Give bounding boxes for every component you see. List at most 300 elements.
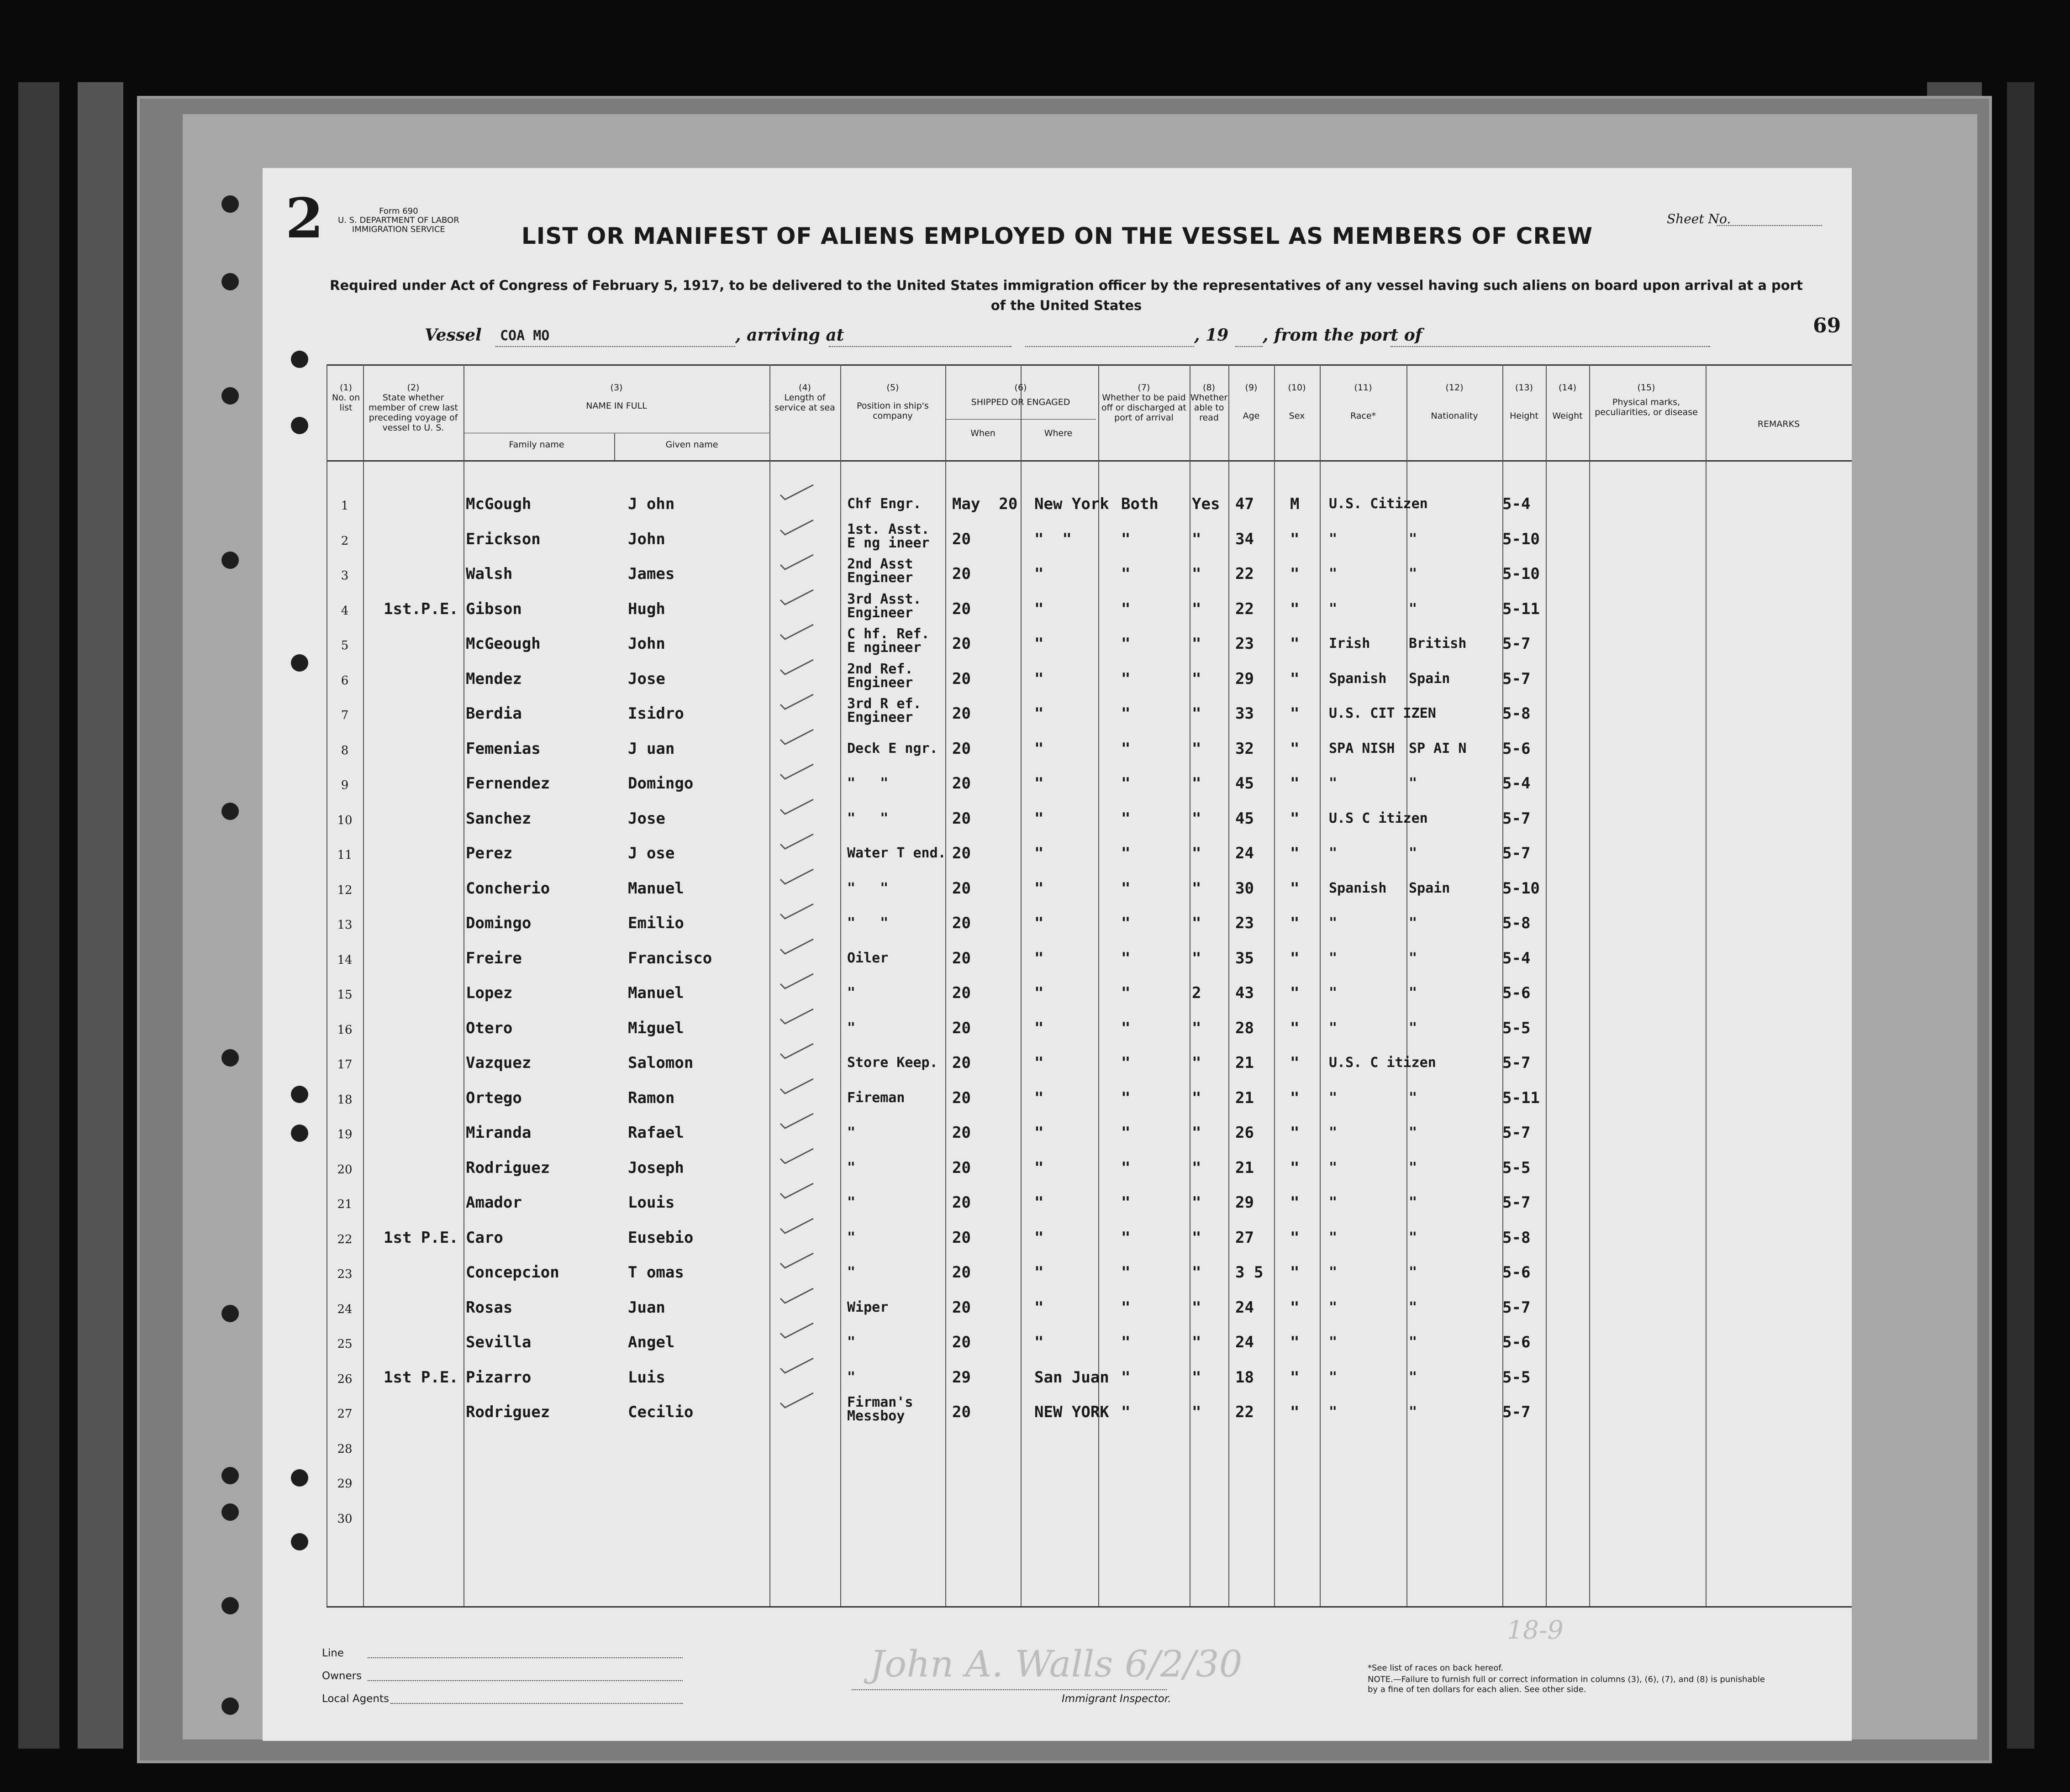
cell-pos: Store Keep. xyxy=(847,1055,938,1071)
col-nationality-header xyxy=(1406,383,1502,421)
cell-read: " xyxy=(1192,599,1201,618)
check-mark xyxy=(779,902,815,920)
cell-given: Luis xyxy=(628,1368,665,1387)
row-number: 22 xyxy=(337,1232,353,1246)
row-number: 2 xyxy=(341,534,349,548)
cell-race: " xyxy=(1329,1404,1338,1420)
cell-read: " xyxy=(1192,1228,1201,1247)
col-where-header: Where xyxy=(1044,428,1073,438)
page-reference: 69 xyxy=(1813,314,1841,337)
vessel-field-line xyxy=(495,346,735,347)
cell-read: " xyxy=(1192,1158,1201,1177)
cell-read: " xyxy=(1192,949,1201,967)
check-mark xyxy=(779,1356,815,1375)
cell-height: 5-11 xyxy=(1502,599,1540,618)
col-race-header xyxy=(1320,383,1406,421)
cell-given: Miguel xyxy=(628,1019,684,1037)
local-agents-label: Local Agents xyxy=(322,1693,389,1705)
cell-given: Isidro xyxy=(628,704,684,723)
cell-where: " xyxy=(1034,774,1044,793)
cell-nat: " xyxy=(1409,1194,1417,1210)
cell-where: " xyxy=(1034,1088,1044,1107)
cell-read: " xyxy=(1192,1193,1201,1212)
from-port-label: , from the port of xyxy=(1263,326,1422,345)
col-number: (3) xyxy=(610,383,623,393)
check-mark xyxy=(779,553,815,571)
cell-paid: " xyxy=(1121,1228,1131,1247)
line-label: Line xyxy=(322,1647,344,1659)
cell-height: 5-7 xyxy=(1502,635,1531,653)
cell-nat: " xyxy=(1409,950,1417,966)
cell-race: " xyxy=(1329,1369,1338,1385)
cell-family: Femenias xyxy=(466,739,541,758)
cell-read: " xyxy=(1192,530,1201,548)
cell-race: " xyxy=(1329,950,1338,966)
cell-family: Caro xyxy=(466,1228,503,1247)
local-agents-field xyxy=(390,1703,683,1704)
cell-race: " xyxy=(1329,531,1338,547)
cell-pos: " xyxy=(847,1334,856,1350)
cell-pos: " xyxy=(847,985,856,1001)
check-mark xyxy=(779,623,815,641)
check-mark xyxy=(779,1077,815,1095)
col-shipped-header xyxy=(945,383,1096,407)
cell-when: 20 xyxy=(952,1088,971,1107)
subheader-rule xyxy=(945,419,1096,420)
cell-read: " xyxy=(1192,844,1201,862)
col-number: (11) xyxy=(1354,383,1372,393)
form-line: U. S. DEPARTMENT OF LABOR xyxy=(338,215,459,225)
cell-paid: " xyxy=(1121,1298,1131,1317)
cell-race: " xyxy=(1329,1019,1338,1036)
cell-race: " xyxy=(1329,1194,1338,1210)
col-number: (1) xyxy=(340,383,352,393)
cell-read: " xyxy=(1192,739,1201,758)
cell-family: Rodriguez xyxy=(466,1403,550,1421)
cell-sex: " xyxy=(1290,1019,1300,1037)
cell-age: 29 xyxy=(1235,1193,1254,1212)
cell-sex: " xyxy=(1290,809,1300,828)
cell-when: 20 xyxy=(952,704,971,723)
cell-nat: " xyxy=(1409,1159,1417,1176)
check-mark xyxy=(779,867,815,886)
cell-race: " xyxy=(1329,1299,1338,1315)
row-number: 13 xyxy=(337,918,353,932)
cell-when: May 20 xyxy=(952,495,1018,513)
cell-nat: " xyxy=(1409,600,1417,617)
cell-given: Salomon xyxy=(628,1054,694,1072)
check-mark xyxy=(779,1147,815,1165)
check-mark xyxy=(779,1251,815,1270)
cell-paid: " xyxy=(1121,565,1131,583)
row-number: 29 xyxy=(337,1477,353,1491)
cell-paid: " xyxy=(1121,599,1131,618)
cell-when: 20 xyxy=(952,949,971,967)
col-number: (8) xyxy=(1203,383,1215,393)
cell-sex: " xyxy=(1290,1193,1300,1212)
cell-age: 45 xyxy=(1235,809,1254,828)
cell-age: 43 xyxy=(1235,984,1254,1002)
col-number: (9) xyxy=(1245,383,1258,393)
cell-race: SPA NISH xyxy=(1329,740,1395,757)
cell-nat: " xyxy=(1409,1089,1417,1106)
cell-when: 20 xyxy=(952,844,971,862)
cell-height: 5-7 xyxy=(1502,1193,1531,1212)
punch-hole xyxy=(291,417,308,434)
cell-sex: " xyxy=(1290,879,1300,898)
cell-sex: " xyxy=(1290,1263,1300,1282)
cell-paid: " xyxy=(1121,739,1131,758)
cell-age: 29 xyxy=(1235,669,1254,688)
cell-pos: " xyxy=(847,1264,856,1280)
cell-when: 20 xyxy=(952,1333,971,1351)
cell-height: 5-6 xyxy=(1502,1263,1531,1282)
cell-given: Eusebio xyxy=(628,1228,694,1247)
col-age-header xyxy=(1228,383,1274,421)
cell-pos: " xyxy=(847,1159,856,1176)
cell-where: " xyxy=(1034,1019,1044,1037)
cell-read: " xyxy=(1192,1333,1201,1351)
cell-paid: " xyxy=(1121,530,1131,548)
manifest-sheet xyxy=(263,168,1852,1741)
col-label: Physical marks, peculiarities, or disease xyxy=(1595,397,1698,417)
cell-race: " xyxy=(1329,1229,1338,1245)
cell-where: " xyxy=(1034,1193,1044,1212)
cell-sex: " xyxy=(1290,1124,1300,1142)
cell-when: 20 xyxy=(952,1019,971,1037)
cell-pos: 3rd R ef. Engineer xyxy=(847,696,922,725)
cell-family: Concherio xyxy=(466,879,550,898)
cell-when: 20 xyxy=(952,669,971,688)
cell-pos: " " xyxy=(847,810,889,826)
cell-given: Hugh xyxy=(628,599,665,618)
cell-family: Rodriguez xyxy=(466,1158,550,1177)
cell-read: " xyxy=(1192,565,1201,583)
pencil-note: 18-9 xyxy=(1507,1615,1564,1645)
cell-read: " xyxy=(1192,704,1201,723)
cell-age: 45 xyxy=(1235,774,1254,793)
cell-height: 5-11 xyxy=(1502,1088,1540,1107)
cell-height: 5-7 xyxy=(1502,1403,1531,1421)
cell-paid: " xyxy=(1121,879,1131,898)
col-no-header xyxy=(329,383,363,413)
cell-family: Sevilla xyxy=(466,1333,532,1351)
cell-when: 20 xyxy=(952,739,971,758)
cell-family: Freire xyxy=(466,949,522,967)
cell-family: Walsh xyxy=(466,565,513,583)
cell-age: 3 5 xyxy=(1235,1263,1264,1282)
punch-hole xyxy=(221,552,239,569)
col-length-service-header xyxy=(769,383,840,413)
punch-hole xyxy=(221,1467,239,1484)
cell-sex: " xyxy=(1290,704,1300,723)
cell-race: Spanish xyxy=(1329,670,1387,687)
cell-race: " xyxy=(1329,566,1338,582)
check-mark xyxy=(779,658,815,676)
cell-family: Amador xyxy=(466,1193,522,1212)
check-mark xyxy=(779,1007,815,1025)
line-field xyxy=(368,1657,683,1658)
col-label: Position in ship's company xyxy=(857,401,929,421)
cell-family: McGeough xyxy=(466,635,541,653)
cell-sex: M xyxy=(1290,495,1300,513)
cell-race: " xyxy=(1329,1089,1338,1106)
cell-given: Louis xyxy=(628,1193,675,1212)
cell-given: Cecilio xyxy=(628,1403,694,1421)
cell-sex: " xyxy=(1290,774,1300,793)
cell-when: 20 xyxy=(952,984,971,1002)
cell-paid: " xyxy=(1121,1333,1131,1351)
col-paid-off-header xyxy=(1098,383,1190,423)
cell-given: Ramon xyxy=(628,1088,675,1107)
cell-height: 5-6 xyxy=(1502,984,1531,1002)
vessel-label: Vessel xyxy=(425,326,482,345)
cell-height: 5-8 xyxy=(1502,1228,1531,1247)
col-number: (15) xyxy=(1637,383,1655,393)
row-number: 30 xyxy=(337,1512,353,1526)
cell-given: John xyxy=(628,635,665,653)
cell-given: Joseph xyxy=(628,1158,684,1177)
col-label: Height xyxy=(1510,411,1538,421)
row-number: 9 xyxy=(341,778,349,792)
cell-age: 24 xyxy=(1235,1298,1254,1317)
cell-where: " xyxy=(1034,704,1044,723)
cell-race: " xyxy=(1329,985,1338,1001)
col-label: No. on list xyxy=(332,393,360,413)
cell-where: " xyxy=(1034,1298,1044,1317)
cell-height: 5-4 xyxy=(1502,949,1531,967)
cell-height: 5-5 xyxy=(1502,1158,1531,1177)
cell-given: J ohn xyxy=(628,495,675,513)
cell-race: " xyxy=(1329,775,1338,791)
col-position-header xyxy=(843,383,943,421)
punch-hole xyxy=(221,273,239,290)
table-top-border xyxy=(327,364,1852,366)
cell-age: 23 xyxy=(1235,635,1254,653)
cell-pos: " xyxy=(847,1125,856,1140)
cell-read: " xyxy=(1192,1403,1201,1421)
cell-height: 5-7 xyxy=(1502,844,1531,862)
cell-sex: " xyxy=(1290,1368,1300,1387)
penalty-note: NOTE.—Failure to furnish full or correct information in columns (3), (6), (7), and (8) is punishable by a fine of ten dollars for each alien. See other side. xyxy=(1368,1675,1765,1694)
cell-pos: 1st. Asst. E ng ineer xyxy=(847,521,930,551)
column-rule xyxy=(1021,364,1022,1606)
cell-when: 20 xyxy=(952,565,971,583)
cell-age: 28 xyxy=(1235,1019,1254,1037)
cell-where: " xyxy=(1034,565,1044,583)
row-number: 19 xyxy=(337,1128,353,1141)
cell-nat: SP AI N xyxy=(1409,740,1467,757)
col-physical-marks-header xyxy=(1589,383,1703,417)
cell-paid: Both xyxy=(1121,495,1159,513)
cell-family: Perez xyxy=(466,844,513,862)
cell-pos: Water T end. xyxy=(847,845,946,861)
cell-where: NEW YORK xyxy=(1034,1403,1109,1421)
cell-when: 20 xyxy=(952,1124,971,1142)
cell-pos: " xyxy=(847,1229,856,1245)
cell-given: T omas xyxy=(628,1263,684,1282)
cell-prev: 1st P.E. xyxy=(384,1228,458,1247)
col-given-name-header: Given name xyxy=(665,440,718,450)
cell-pos: 2nd Asst Engineer xyxy=(847,556,913,586)
cell-when: 20 xyxy=(952,1263,971,1282)
cell-pos: Wiper xyxy=(847,1299,889,1315)
owners-field xyxy=(368,1680,683,1681)
check-mark xyxy=(779,1217,815,1235)
cell-given: Manuel xyxy=(628,879,684,898)
col-label: Sex xyxy=(1289,411,1305,421)
cell-height: 5-8 xyxy=(1502,704,1531,723)
column-rule xyxy=(1406,364,1407,1606)
cell-where: San Juan xyxy=(1034,1368,1109,1387)
cell-nat: " xyxy=(1409,915,1417,931)
date-field-line xyxy=(1025,346,1194,347)
cell-given: Jose xyxy=(628,669,665,688)
cell-paid: " xyxy=(1121,984,1131,1002)
cell-height: 5-10 xyxy=(1502,530,1540,548)
row-number: 18 xyxy=(337,1093,353,1107)
cell-when: 20 xyxy=(952,1158,971,1177)
cell-sex: " xyxy=(1290,1054,1300,1072)
check-mark xyxy=(779,1112,815,1130)
col-family-name-header: Family name xyxy=(509,440,564,450)
row-number: 28 xyxy=(337,1442,353,1456)
cell-prev: 1st.P.E. xyxy=(384,599,458,618)
row-number: 4 xyxy=(341,604,349,618)
punch-hole xyxy=(291,1125,308,1142)
cell-sex: " xyxy=(1290,1333,1300,1351)
cell-pos: C hf. Ref. E ngineer xyxy=(847,626,930,656)
cell-age: 21 xyxy=(1235,1158,1254,1177)
cell-pos: " xyxy=(847,1019,856,1036)
cell-given: Francisco xyxy=(628,949,712,967)
row-number: 8 xyxy=(341,743,349,757)
cell-sex: " xyxy=(1290,914,1300,932)
cell-pos: 3rd Asst. Engineer xyxy=(847,591,922,621)
cell-where: " xyxy=(1034,844,1044,862)
cell-race: " xyxy=(1329,845,1338,861)
cell-given: Angel xyxy=(628,1333,675,1351)
cell-given: Manuel xyxy=(628,984,684,1002)
check-mark xyxy=(779,798,815,816)
cell-family: McGough xyxy=(466,495,532,513)
cell-pos: Fireman xyxy=(847,1089,905,1106)
cell-sex: " xyxy=(1290,599,1300,618)
row-number: 17 xyxy=(337,1058,353,1072)
col-number: (4) xyxy=(799,383,811,393)
page-subtitle: Required under Act of Congress of February 5, 1917, to be delivered to the United States immigration officer by the representatives of any vessel having such aliens on board upon arrival at a port of the United States xyxy=(330,278,1803,313)
cell-sex: " xyxy=(1290,949,1300,967)
cell-height: 5-7 xyxy=(1502,669,1531,688)
col-number: (13) xyxy=(1515,383,1533,393)
cell-paid: " xyxy=(1121,1019,1131,1037)
cell-given: Juan xyxy=(628,1298,665,1317)
row-number: 21 xyxy=(337,1198,353,1211)
column-rule xyxy=(1546,364,1547,1606)
cell-nat: " xyxy=(1409,531,1417,547)
check-mark xyxy=(779,762,815,781)
cell-family: Domingo xyxy=(466,914,532,932)
cell-sex: " xyxy=(1290,844,1300,862)
cell-when: 20 xyxy=(952,1054,971,1072)
cell-paid: " xyxy=(1121,949,1131,967)
row-number: 1 xyxy=(341,499,349,513)
cell-pos: Oiler xyxy=(847,950,889,966)
cell-where: " xyxy=(1034,809,1044,828)
col-label: State whether member of crew last preceding voyage of vessel to U. S. xyxy=(368,393,458,433)
column-rule xyxy=(769,364,770,1606)
cell-sex: " xyxy=(1290,1158,1300,1177)
col-label: Weight xyxy=(1552,411,1583,421)
cell-where: " xyxy=(1034,599,1044,618)
cell-paid: " xyxy=(1121,1054,1131,1072)
punch-hole xyxy=(291,1469,308,1487)
col-number: (6) xyxy=(1014,383,1027,393)
check-mark xyxy=(779,1287,815,1305)
cell-where: " xyxy=(1034,984,1044,1002)
cell-read: " xyxy=(1192,1088,1201,1107)
cell-paid: " xyxy=(1121,774,1131,793)
cell-family: Mendez xyxy=(466,669,522,688)
cell-pos: 2nd Ref. Engineer xyxy=(847,661,913,691)
cell-family: Fernendez xyxy=(466,774,550,793)
cell-race: U.S. C itizen xyxy=(1329,1055,1436,1071)
row-number: 12 xyxy=(337,883,353,897)
cell-paid: " xyxy=(1121,669,1131,688)
cell-pos: " xyxy=(847,1194,856,1210)
column-rule xyxy=(945,364,946,1606)
cell-height: 5-4 xyxy=(1502,774,1531,793)
check-mark xyxy=(779,588,815,606)
cell-family: Gibson xyxy=(466,599,522,618)
cell-sex: " xyxy=(1290,739,1300,758)
cell-paid: " xyxy=(1121,704,1131,723)
cell-race: " xyxy=(1329,1264,1338,1280)
binder-left-inner xyxy=(78,82,123,1749)
cell-height: 5-4 xyxy=(1502,495,1531,513)
check-mark xyxy=(779,1182,815,1200)
row-number: 3 xyxy=(341,569,349,583)
inspector-signature: John A. Walls 6/2/30 xyxy=(870,1643,1243,1685)
cell-nat: " xyxy=(1409,775,1417,791)
cell-age: 30 xyxy=(1235,879,1254,898)
cell-age: 35 xyxy=(1235,949,1254,967)
cell-when: 20 xyxy=(952,914,971,932)
col-label: Whether to be paid off or discharged at port of arrival xyxy=(1101,393,1187,423)
page-number: 2 xyxy=(285,186,324,251)
cell-where: New York xyxy=(1034,495,1109,513)
row-number: 16 xyxy=(337,1023,353,1037)
col-number: (2) xyxy=(407,383,420,393)
cell-family: Berdia xyxy=(466,704,522,723)
binder-right-outer xyxy=(2007,82,2034,1749)
cell-family: Otero xyxy=(466,1019,513,1037)
cell-nat: " xyxy=(1409,1299,1417,1315)
row-number: 7 xyxy=(341,709,349,722)
cell-height: 5-7 xyxy=(1502,809,1531,828)
cell-given: Rafael xyxy=(628,1124,684,1142)
cell-family: Rosas xyxy=(466,1298,513,1317)
cell-age: 27 xyxy=(1235,1228,1254,1247)
cell-nat: British xyxy=(1409,636,1467,652)
cell-age: 21 xyxy=(1235,1088,1254,1107)
column-rule xyxy=(1706,364,1707,1606)
cell-where: " xyxy=(1034,1228,1044,1247)
cell-prev: 1st P.E. xyxy=(384,1368,458,1387)
col-when-header: When xyxy=(970,428,995,438)
cell-nat: " xyxy=(1409,1264,1417,1280)
cell-height: 5-7 xyxy=(1502,1054,1531,1072)
